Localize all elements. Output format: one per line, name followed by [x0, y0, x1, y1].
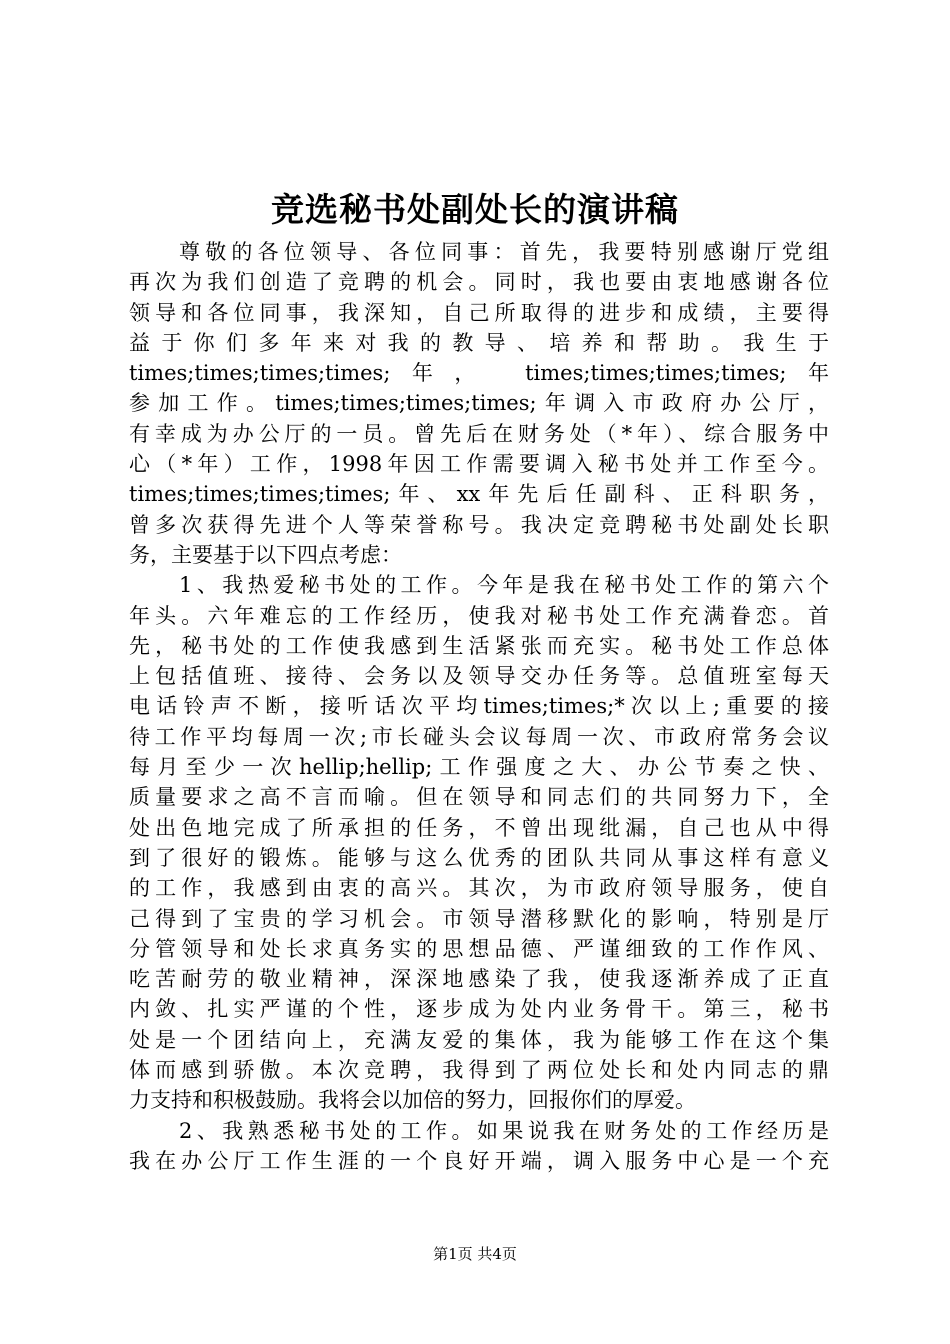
page-footer: 第1页 共4页 — [433, 1245, 517, 1263]
text-line: 有幸成为办公厅的一员。曾先后在财务处（*年）、综合服务中 — [129, 421, 829, 446]
text-line: 分管领导和处长求真务实的思想品德、严谨细致的工作作风、 — [129, 936, 829, 961]
text-line: times;times;times;times;年、xx年先后任副科、正科职务， — [129, 482, 829, 507]
text-line: 内敛、扎实严谨的个性，逐步成为处内业务骨干。第三，秘书 — [129, 997, 829, 1022]
text-line: 心（*年）工作，1998年因工作需要调入秘书处并工作至今。 — [129, 452, 829, 477]
text-line: 吃苦耐劳的敬业精神，深深地感染了我，使我逐渐养成了正直 — [129, 967, 829, 992]
text-line: 再次为我们创造了竞聘的机会。同时，我也要由衷地感谢各位 — [129, 270, 829, 295]
text-line: 体而感到骄傲。本次竞聘，我得到了两位处长和处内同志的鼎 — [129, 1058, 829, 1083]
text-line: 益 于 你 们 多 年 来 对 我 的 教 导 、 培 养 和 帮 助 。 我 生 于 — [129, 330, 829, 355]
text-line: 领导和各位同事，我深知，自己所取得的进步和成绩，主要得 — [129, 300, 829, 325]
text-line: 年头。六年难忘的工作经历，使我对秘书处工作充满眷恋。首 — [129, 603, 829, 628]
document-title: 竞选秘书处副处长的演讲稿 — [271, 190, 679, 229]
text-line: 己得到了宝贵的学习机会。市领导潜移默化的影响，特别是厅 — [129, 906, 829, 931]
text-line: 的工作，我感到由衷的高兴。其次，为市政府领导服务，使自 — [129, 876, 829, 901]
text-line: 上包括值班、接待、会务以及领导交办任务等。总值班室每天 — [129, 664, 829, 689]
text-line: 每月至少一次hellip;hellip;工作强度之大、办公节奏之快、 — [129, 755, 829, 780]
text-line: 尊敬的各位领导、各位同事：首先，我要特别感谢厅党组 — [179, 240, 829, 264]
text-line: 待工作平均每周一次;市长碰头会议每周一次、市政府常务会议 — [129, 724, 829, 749]
text-line: 电话铃声不断，接听话次平均times;times;*次以上;重要的接 — [129, 694, 829, 719]
text-line: times;times;times;times;年， times;times;times;times;年 — [129, 361, 829, 386]
text-line: 到了很好的锻炼。能够与这么优秀的团队共同从事这样有意义 — [129, 845, 829, 870]
text-line: 务，主要基于以下四点考虑： — [129, 542, 402, 567]
text-line: 曾多次获得先进个人等荣誉称号。我决定竞聘秘书处副处长职 — [129, 512, 829, 537]
text-line: 1、我热爱秘书处的工作。今年是我在秘书处工作的第六个 — [179, 573, 829, 598]
document-body — [129, 237, 829, 1176]
text-line: 处是一个团结向上，充满友爱的集体，我为能够工作在这个集 — [129, 1027, 829, 1052]
text-line: 我在办公厅工作生涯的一个良好开端，调入服务中心是一个充 — [129, 1148, 829, 1173]
text-line: 2、我熟悉秘书处的工作。如果说我在财务处的工作经历是 — [179, 1118, 829, 1143]
text-line: 先，秘书处的工作使我感到生活紧张而充实。秘书处工作总体 — [129, 633, 829, 658]
text-line: 力支持和积极鼓励。我将会以加倍的努力，回报你们的厚爱。 — [129, 1088, 696, 1113]
text-line: 处出色地完成了所承担的任务，不曾出现纰漏，自己也从中得 — [129, 815, 829, 840]
text-line: 质量要求之高不言而喻。但在领导和同志们的共同努力下，全 — [129, 785, 829, 810]
text-line: 参加工作。times;times;times;times;年调入市政府办公厅， — [129, 391, 829, 416]
